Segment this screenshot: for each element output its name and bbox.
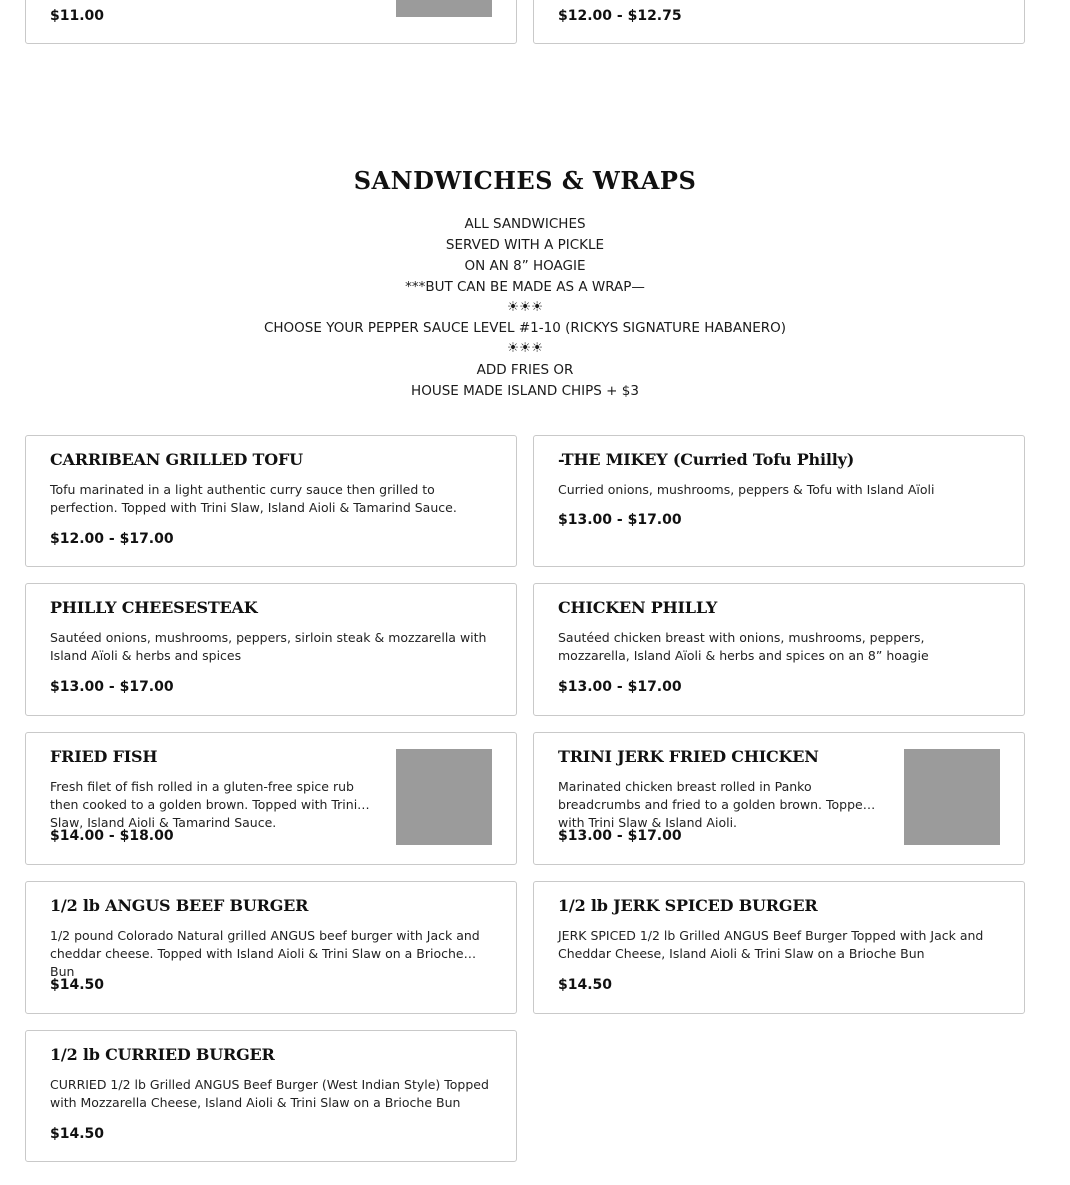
- section-note: ALL SANDWICHES: [464, 216, 586, 232]
- section-note: CHOOSE YOUR PEPPER SAUCE LEVEL #1-10 (RICKYS SIGNATURE HABANERO): [263, 320, 787, 336]
- item-image: [396, 749, 492, 845]
- item-name: PHILLY CHEESESTEAK: [50, 598, 258, 617]
- menu-item-card[interactable]: [25, 435, 517, 567]
- item-price: $11.00: [50, 8, 105, 24]
- item-price: $14.50: [50, 1126, 105, 1142]
- item-description: 1/2 pound Colorado Natural grilled ANGUS beef burger with Jack and cheddar cheese. Topped with Island Aioli & Trini Slaw on a Brioche Bun: [50, 928, 480, 979]
- sun-divider: ☀☀☀: [506, 299, 544, 315]
- section-note: ADD FRIES OR: [476, 362, 574, 378]
- menu-item-card[interactable]: [533, 583, 1025, 716]
- menu-item-card[interactable]: [533, 881, 1025, 1014]
- menu-item-card[interactable]: [533, 435, 1025, 567]
- item-description: Tofu marinated in a light authentic curry sauce then grilled to perfection. Topped with Trini Slaw, Island Aioli & Tamarind Sauce.: [50, 482, 457, 515]
- item-name: CARRIBEAN GRILLED TOFU: [50, 450, 303, 469]
- item-image: [396, 0, 492, 17]
- item-name: CHICKEN PHILLY: [558, 598, 718, 617]
- item-price: $13.00 - $17.00: [558, 679, 682, 695]
- item-price: $14.50: [558, 977, 613, 993]
- item-description: Sautéed chicken breast with onions, mushrooms, peppers, mozzarella, Island Aïoli & herbs and spices on an 8” hoagie: [558, 630, 929, 663]
- item-description: CURRIED 1/2 lb Grilled ANGUS Beef Burger (West Indian Style) Topped with Mozzarella Cheese, Island Aioli & Trini Slaw on a Brioche Bun: [50, 1077, 489, 1110]
- item-description: Curried onions, mushrooms, peppers & Tofu with Island Aïoli: [558, 482, 935, 497]
- section-title: SANDWICHES & WRAPS: [353, 166, 697, 195]
- item-price: $12.00 - $12.75: [558, 8, 682, 24]
- item-price: $13.00 - $17.00: [558, 512, 682, 528]
- item-name: FRIED FISH: [50, 747, 158, 766]
- item-name: -THE MIKEY (Curried Tofu Philly): [558, 450, 855, 469]
- menu-item-card[interactable]: [25, 583, 517, 716]
- item-description: JERK SPICED 1/2 lb Grilled ANGUS Beef Burger Topped with Jack and Cheddar Cheese, Island Aioli & Trini Slaw on a Brioche Bun: [558, 928, 984, 961]
- menu-item-card[interactable]: [25, 732, 517, 865]
- item-price: $13.00 - $17.00: [50, 679, 174, 695]
- item-image: [904, 749, 1000, 845]
- item-price: $14.50: [50, 977, 105, 993]
- section-note: ON AN 8” HOAGIE: [464, 258, 586, 274]
- item-name: 1/2 lb ANGUS BEEF BURGER: [50, 896, 309, 915]
- item-price: $12.00 - $17.00: [50, 531, 174, 547]
- item-description: Sautéed onions, mushrooms, peppers, sirloin steak & mozzarella with Island Aïoli & herbs and spices: [50, 630, 487, 663]
- section-note: ***BUT CAN BE MADE AS A WRAP—: [405, 279, 645, 295]
- menu-item-card[interactable]: [25, 1030, 517, 1162]
- menu-item-card[interactable]: [533, 732, 1025, 865]
- menu-item-card[interactable]: [533, 0, 1025, 44]
- menu-item-card[interactable]: [25, 881, 517, 1014]
- item-description: Fresh filet of fish rolled in a gluten-free spice rub then cooked to a golden brown. Topped with Trini Slaw, Island Aioli & Tamarind Sauce.: [50, 779, 358, 830]
- item-name: 1/2 lb JERK SPICED BURGER: [558, 896, 818, 915]
- sun-divider: ☀☀☀: [506, 340, 544, 356]
- item-price: $13.00 - $17.00: [558, 828, 682, 844]
- section-note: SERVED WITH A PICKLE: [445, 237, 605, 253]
- item-name: TRINI JERK FRIED CHICKEN: [558, 747, 819, 766]
- menu-item-card[interactable]: [25, 0, 517, 44]
- section-note: HOUSE MADE ISLAND CHIPS + $3: [411, 383, 639, 399]
- item-name: 1/2 lb CURRIED BURGER: [50, 1045, 275, 1064]
- item-description: Marinated chicken breast rolled in Panko breadcrumbs and fried to a golden brown. Topped with Trini Slaw & Island Aioli.: [558, 779, 871, 830]
- item-price: $14.00 - $18.00: [50, 828, 174, 844]
